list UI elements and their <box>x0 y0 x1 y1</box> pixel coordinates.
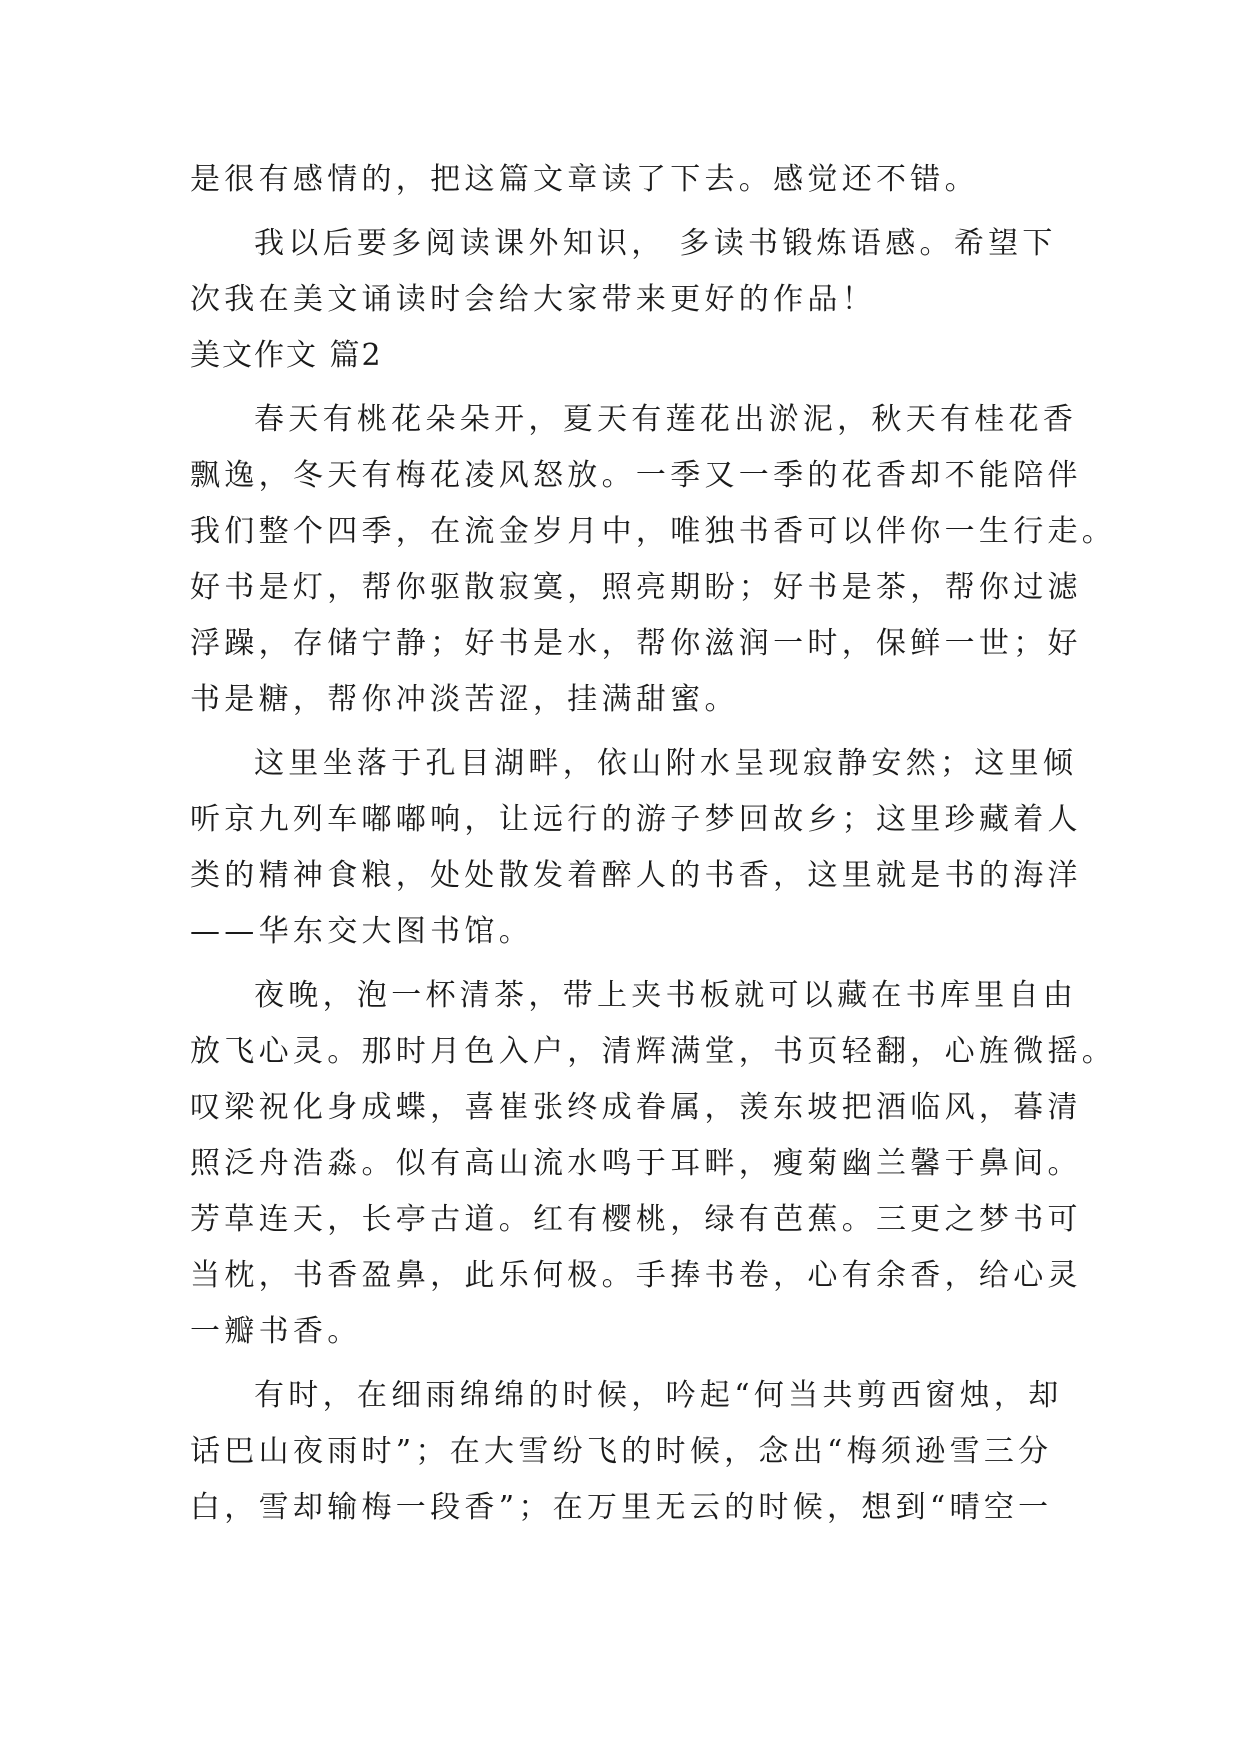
text-line: 类的精神食粮，处处散发着醉人的书香，这里就是书的海洋 <box>190 858 1082 893</box>
text-line: 浮躁，存储宁静；好书是水，帮你滋润一时，保鲜一世；好 <box>190 626 1082 661</box>
section-heading: 美文作文 篇2 <box>190 338 383 373</box>
paragraph-first-line: 我以后要多阅读课外知识， 多读书锻炼语感。希望下 <box>254 226 1057 261</box>
paragraph-first-line: 春天有桃花朵朵开，夏天有莲花出淤泥，秋天有桂花香 <box>254 402 1078 437</box>
text-line: 飘逸，冬天有梅花凌风怒放。一季又一季的花香却不能陪伴 <box>190 458 1082 493</box>
text-line: 当枕，书香盈鼻，此乐何极。手捧书卷，心有余香，给心灵 <box>190 1258 1082 1293</box>
text-line: 好书是灯，帮你驱散寂寞，照亮期盼；好书是茶，帮你过滤 <box>190 570 1082 605</box>
paragraph-first-line: 这里坐落于孔目湖畔，依山附水呈现寂静安然；这里倾 <box>254 746 1078 781</box>
text-line: 叹梁祝化身成蝶，喜崔张终成眷属，羡东坡把酒临风，暮清 <box>190 1090 1082 1125</box>
text-line: 一瓣书香。 <box>190 1314 362 1349</box>
text-line: 听京九列车嘟嘟响，让远行的游子梦回故乡；这里珍藏着人 <box>190 802 1082 837</box>
text-line: 次我在美文诵读时会给大家带来更好的作品！ <box>190 282 876 317</box>
text-line: 照泛舟浩淼。似有高山流水鸣于耳畔，瘦菊幽兰馨于鼻间。 <box>190 1146 1082 1181</box>
text-line: 芳草连天，长亭古道。红有樱桃，绿有芭蕉。三更之梦书可 <box>190 1202 1082 1237</box>
text-line: 白，雪却输梅一段香”；在万里无云的时候，想到“晴空一 <box>190 1490 1053 1525</box>
text-line: 话巴山夜雨时”；在大雪纷飞的时候，念出“梅须逊雪三分 <box>190 1434 1053 1469</box>
paragraph-first-line: 夜晚，泡一杯清茶，带上夹书板就可以藏在书库里自由 <box>254 978 1078 1013</box>
text-line: 我们整个四季，在流金岁月中，唯独书香可以伴你一生行走。 <box>190 514 1117 549</box>
text-line: 书是糖，帮你冲淡苦涩，挂满甜蜜。 <box>190 682 739 717</box>
text-line: ——华东交大图书馆。 <box>190 914 533 949</box>
paragraph-first-line: 有时，在细雨绵绵的时候，吟起“何当共剪西窗烛，却 <box>254 1378 1063 1413</box>
text-line: 是很有感情的，把这篇文章读了下去。感觉还不错。 <box>190 162 979 197</box>
text-line: 放飞心灵。那时月色入户，清辉满堂，书页轻翻，心旌微摇。 <box>190 1034 1117 1069</box>
